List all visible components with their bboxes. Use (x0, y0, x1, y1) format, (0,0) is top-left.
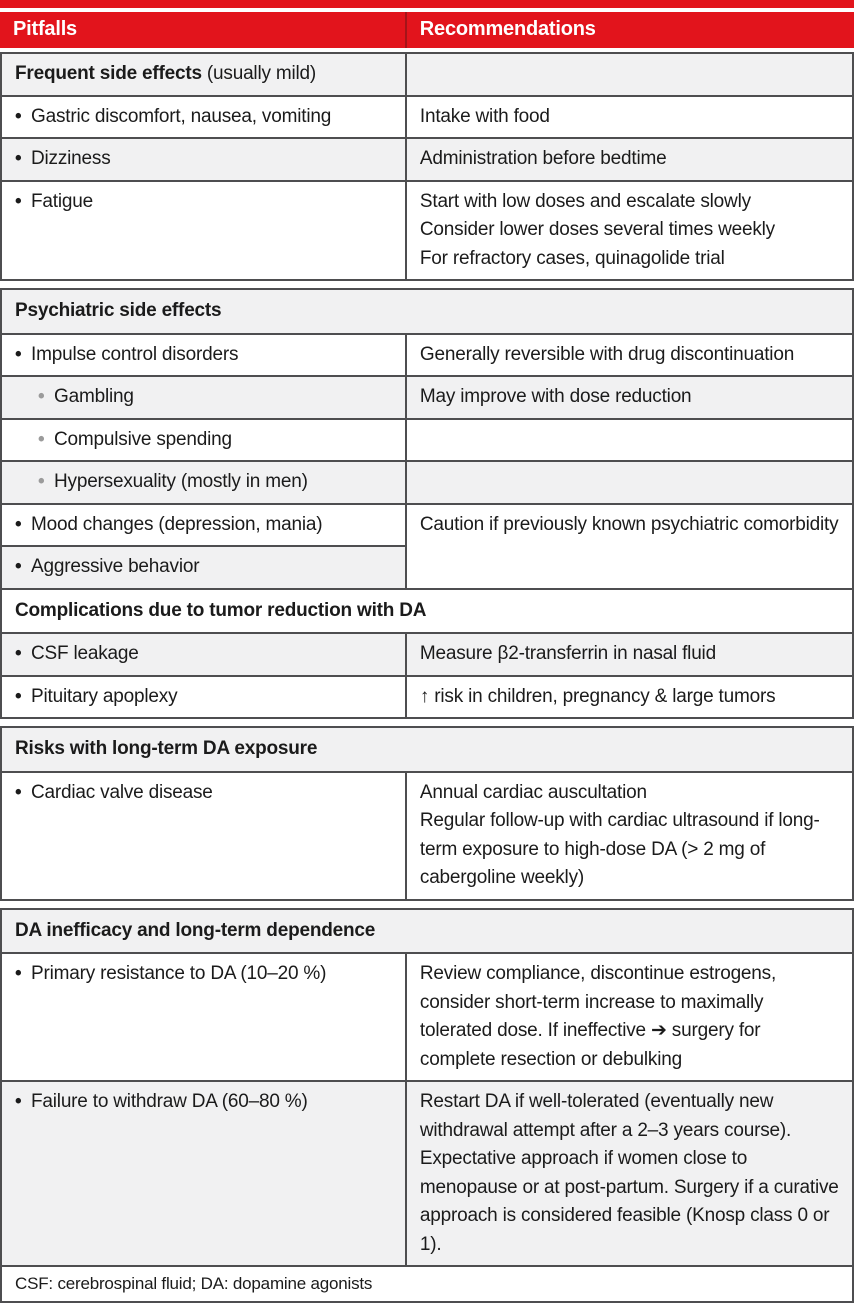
recommendation-cell (405, 377, 852, 418)
table-row (0, 420, 854, 463)
recommendation-text: For refractory cases, quinagolide trial (419, 247, 725, 269)
recommendation-cell (405, 139, 852, 180)
recommendation-cell-empty (405, 54, 852, 95)
bullet-icon (15, 683, 31, 712)
table-row (0, 634, 854, 677)
section-title: Complications due to tumor reduction with DA (15, 599, 427, 621)
table-row (0, 1082, 854, 1267)
pitfall-cell (2, 954, 405, 1080)
table-row (0, 773, 854, 901)
footnote-row (0, 1267, 854, 1303)
pitfall-text: Aggressive behavior (31, 556, 200, 577)
section-title (2, 54, 405, 95)
recommendation-text: Annual cardiac auscultation (419, 781, 647, 803)
bullet-icon (15, 103, 31, 132)
pitfall-cell (25, 462, 405, 503)
pitfall-text: Pituitary apoplexy (31, 685, 178, 707)
section-title-bold: Frequent side effects (15, 63, 202, 84)
pitfall-cell (2, 634, 405, 675)
recommendation-cell (405, 97, 852, 138)
footnote: CSF: cerebrospinal fluid; DA: dopamine agonists (15, 1274, 373, 1293)
sub-bullet-icon (38, 383, 54, 412)
recommendation-cell (405, 1082, 852, 1265)
bullet-icon (15, 511, 31, 540)
pitfall-cell (2, 505, 405, 548)
section-row-da-inefficacy (0, 908, 854, 955)
recommendation-cell (405, 634, 852, 675)
pitfall-text: Compulsive spending (54, 428, 232, 450)
recommendation-text: ↑ risk in children, pregnancy & large tumors (419, 685, 776, 707)
recommendation-cell (405, 677, 852, 718)
pitfall-text: Primary resistance to DA (10–20 %) (31, 963, 327, 984)
pitfall-text: Fatigue (31, 190, 93, 212)
recommendation-text: Administration before bedtime (419, 148, 667, 169)
pitfall-text: Impulse control disorders (31, 343, 239, 365)
pitfall-text: Hypersexuality (mostly in men) (54, 471, 308, 492)
pitfall-text: Gastric discomfort, nausea, vomiting (31, 105, 332, 127)
recommendation-cell (405, 182, 852, 280)
section-row-risks-long-term (0, 726, 854, 773)
pitfall-text: Cardiac valve disease (31, 781, 213, 803)
recommendation-text: Measure β2-transferrin in nasal fluid (419, 643, 716, 664)
recommendation-cell (405, 773, 852, 899)
recommendation-text: Restart DA if well-tolerated (eventually new withdrawal attempt after a 2–3 years course). Expectative approach if women close to menopause or at post-partum. Surgery if a curative approach is considered feasible (Knosp class 0 or 1). (419, 1091, 839, 1255)
table-row (0, 462, 854, 505)
top-red-strip (0, 0, 854, 8)
pitfall-cell (2, 335, 405, 376)
bullet-icon (15, 779, 31, 808)
bullet-icon (15, 1088, 31, 1117)
section-row-frequent-side-effects (0, 52, 854, 97)
recommendation-text: May improve with dose reduction (419, 386, 692, 407)
recommendation-cell (405, 954, 852, 1080)
pitfall-text: Failure to withdraw DA (60–80 %) (31, 1091, 308, 1112)
sub-bullet-icon (38, 426, 54, 455)
recommendation-cell-empty (405, 420, 852, 461)
section-title-note: (usually mild) (206, 63, 317, 84)
recommendation-text: Regular follow-up with cardiac ultrasound if long-term exposure to high-dose DA (> 2 mg of cabergoline weekly) (419, 810, 820, 888)
recommendation-text: Generally reversible with drug discontinuation (419, 343, 795, 365)
table-row (0, 377, 854, 420)
bullet-icon (15, 145, 31, 174)
table-row (0, 139, 854, 182)
table-row (0, 182, 854, 282)
recommendation-text: Start with low doses and escalate slowly (419, 190, 751, 212)
section-row-complications (0, 590, 854, 635)
pitfall-cell (2, 677, 405, 718)
table-row (0, 335, 854, 378)
pitfall-cell (2, 773, 405, 899)
recommendation-cell-rowspan (405, 505, 852, 588)
bullet-icon (15, 553, 31, 582)
table-row-group (0, 505, 854, 590)
pitfall-text: Dizziness (31, 148, 111, 169)
column-header-pitfalls: Pitfalls (13, 18, 77, 40)
bullet-icon (15, 341, 31, 370)
column-header-recommendations: Recommendations (405, 12, 854, 48)
pitfall-cell (25, 377, 405, 418)
table-row (0, 97, 854, 140)
pitfall-stack (2, 505, 405, 588)
bullet-icon (15, 640, 31, 669)
recommendation-text: Consider lower doses several times weekly (419, 219, 775, 240)
recommendation-cell (405, 335, 852, 376)
pitfall-cell (2, 1082, 405, 1265)
pitfall-cell (2, 547, 405, 588)
sub-bullet-icon (38, 468, 54, 497)
recommendation-text: Caution if previously known psychiatric comorbidity (419, 513, 839, 535)
table-row (0, 677, 854, 720)
table-header-row (0, 12, 854, 48)
pitfall-cell (25, 420, 405, 461)
pitfall-cell (2, 182, 405, 280)
pitfall-text: Gambling (54, 386, 134, 407)
section-row-psychiatric-side-effects (0, 288, 854, 335)
pitfall-text: CSF leakage (31, 643, 139, 664)
recommendation-text: Intake with food (419, 105, 550, 127)
recommendation-text: Review compliance, discontinue estrogens, consider short-term increase to maximally tolerated dose. If ineffective ➔ surgery for complete resection or debulking (419, 963, 777, 1070)
section-title: Risks with long-term DA exposure (15, 738, 318, 759)
section-title: Psychiatric side effects (15, 300, 222, 321)
bullet-icon (15, 960, 31, 989)
section-title: DA inefficacy and long-term dependence (15, 919, 376, 941)
pitfall-cell (2, 97, 405, 138)
recommendation-cell-empty (405, 462, 852, 503)
table-row (0, 954, 854, 1082)
pitfall-cell (2, 139, 405, 180)
pitfall-text: Mood changes (depression, mania) (31, 513, 323, 535)
bullet-icon (15, 188, 31, 217)
